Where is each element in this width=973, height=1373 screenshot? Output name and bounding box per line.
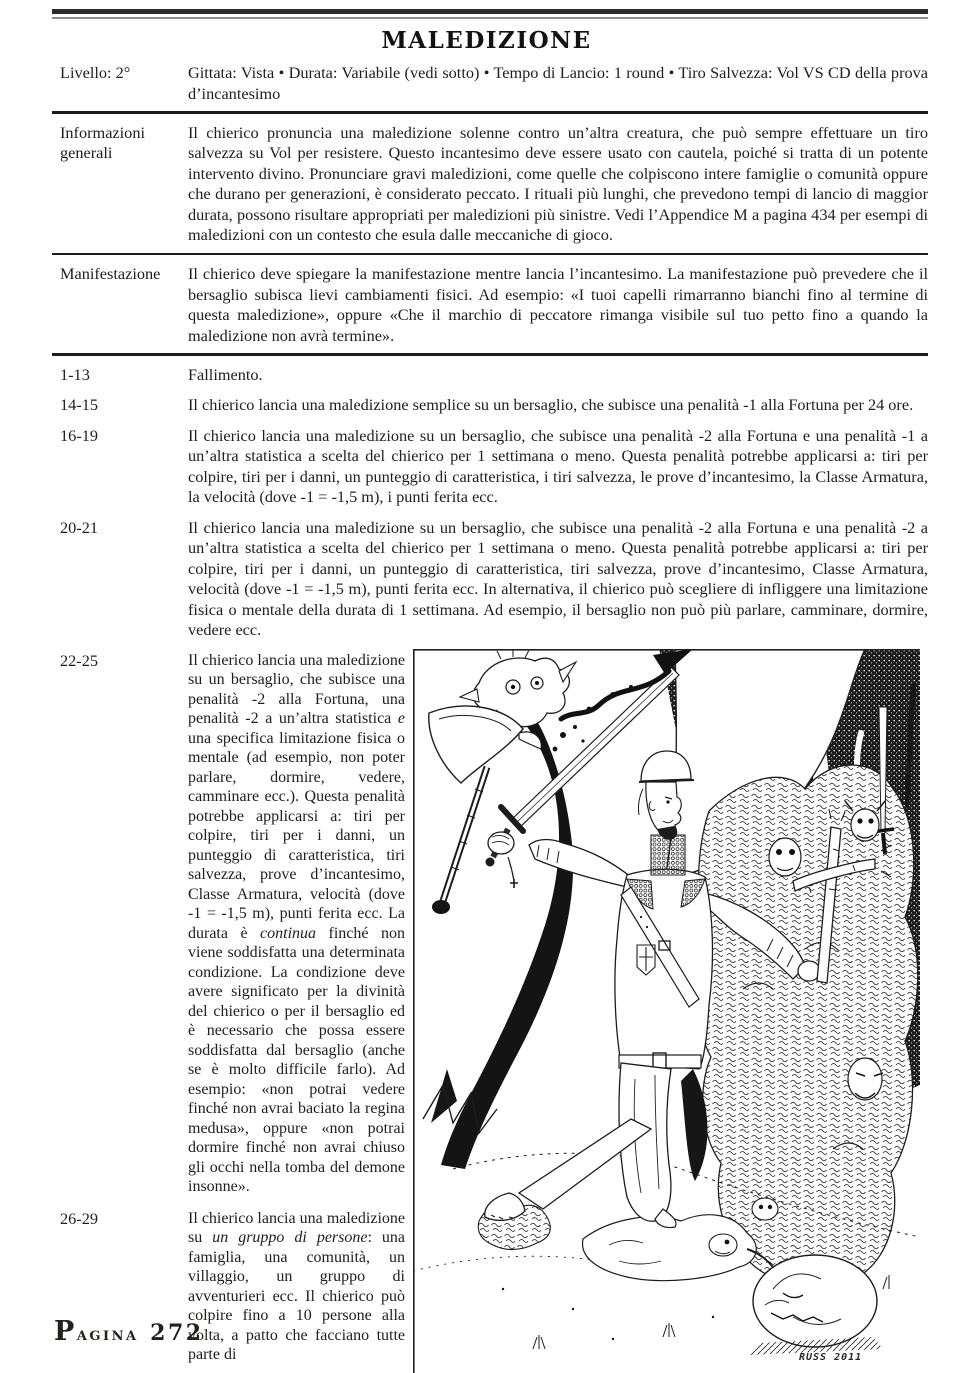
manifestation-section — [0, 264, 973, 346]
table-row — [0, 123, 973, 246]
table-row — [0, 264, 973, 346]
row-label: 1-13 — [60, 364, 90, 384]
row-label: 16-19 — [60, 425, 98, 445]
footer-page-number: 272 — [150, 1320, 204, 1346]
row-text: Il chierico deve spiegare la manifestazione mentre lancia l’incantesimo. La manifestazione può prevedere che il bersaglio subisca lievi cambiamenti fisici. Ad esempio: «I tuoi capelli rimarranno bianchi fino al termine di questa maledizione», oppure «Che il marchio di peccatore rimanga visibile sul tuo petto fino a quando la maledizione non avrà termine». — [188, 264, 928, 345]
cleric-vs-undead-art — [413, 649, 920, 1373]
row-label: Informazioni generali — [60, 122, 145, 162]
result-table-narrow — [0, 651, 405, 1373]
row-text: Fallimento. — [188, 364, 263, 384]
result-table-wide — [0, 365, 973, 641]
row-label: 14-15 — [60, 395, 98, 414]
footer-page-label: Pagina — [54, 1316, 139, 1347]
spell-stats-section — [0, 63, 973, 104]
table-row — [0, 518, 973, 641]
row-label: Manifestazione — [60, 264, 161, 283]
general-info-section — [0, 123, 973, 246]
table-row — [0, 63, 973, 104]
table-row — [0, 395, 973, 416]
row-text: Il chierico pronuncia una maledizione solenne contro un’altra creatura, che può sempre effettuare un tiro salvezza su Vol per resistere. Questo incantesimo deve essere usato con cautela, poiché si tratta di un potente intervento divino. Pronunciare gravi maledizioni, come quelle che colpiscono intere famiglie o comunità oppure che durano per generazioni, è considerato peccato. I rituali più lunghi, che prevedono tempi di lancio di maggior durata, possono risultare appropriati per maledizioni più sinistre. Vedi l’Appendice M a pagina 434 per esempi di maledizioni con un contesto che esula dalle meccaniche di gioco. — [188, 122, 928, 244]
page-title: MALEDIZIONE — [381, 27, 592, 54]
row-text: Il chierico lancia una maledizione su un bersaglio, che subisce una penalità -2 alla Fortuna e una penalità -1 a un’altra statistica a scelta del chierico per 1 settimana o meno. Questa penalità potrebbe applicarsi a: tiri per colpire, tiri per i danni, un punteggio di caratteristica, i tiri salvezza, le prove d’incantesimo, la Classe Armatura, la velocità (dove -1 = -1,5 m), i punti ferita ecc. — [188, 425, 928, 506]
section-rule — [52, 353, 928, 356]
row-text: Il chierico lancia una maledizione su un bersaglio, che subisce una penalità -2 alla Fortuna, una penalità -2 a un’altra statistica e una specifica limitazione fisica o mentale (ad esempio, non poter parlare, dormire, vedere, camminare ecc.). Questa penalità potrebbe applicarsi a: tiri per colpire, tiri per i danni, un punteggio di caratteristica, tiri salvezza, prove d’incantesimo, Classe Armatura, velocità (dove -1 = -1,5 m), punti ferita ecc. La durata è continua finché non viene soddisfatta una determinata condizione. La condizione deve avere significato per la divinità del chierico o per il bersaglio ed è necessario che possa essere soddisfatta dal bersaglio (anche se è molto difficile farlo). Ad esempio: «non potrai vedere finché non avrai baciato la regina medusa», oppure «non potrai dormire finché non avrai chiuso gli occhi nella tomba del demone insonne». — [188, 651, 405, 1195]
row-text: Il chierico lancia una maledizione su un gruppo di persone: una famiglia, una comunità, un villaggio, un gruppo di avventurieri ecc. Il chierico può colpire fino a 10 persone alla volta, a patto che facciano tutte parte di — [188, 1209, 406, 1363]
section-rule — [52, 253, 928, 256]
row-label: 22-25 — [60, 650, 98, 670]
table-row — [0, 426, 973, 508]
table-row — [0, 365, 973, 386]
table-row — [0, 651, 405, 1197]
result-table-with-art — [0, 649, 973, 1373]
row-text: Il chierico lancia una maledizione semplice su un bersaglio, che subisce una penalità -1 alla Fortuna per 24 ore. — [188, 395, 914, 414]
top-rule-thick — [52, 9, 928, 14]
section-rule — [52, 111, 928, 114]
artist-signature: RUSS 2011 — [799, 1351, 863, 1363]
row-label: 26-29 — [60, 1208, 98, 1228]
top-rule-thin — [52, 17, 928, 19]
row-text: Gittata: Vista • Durata: Variabile (vedi sotto) • Tempo di Lancio: 1 round • Tiro Salvezza: Vol VS CD della prova d’incantesimo — [188, 63, 928, 103]
row-label: Livello: 2° — [60, 63, 131, 82]
page-footer — [54, 1316, 204, 1347]
undead-horde — [698, 707, 918, 1288]
row-label: 20-21 — [60, 517, 98, 537]
spell-illustration — [413, 649, 920, 1373]
row-text: Il chierico lancia una maledizione su un bersaglio, che subisce una penalità -2 alla Fortuna e una penalità -2 a un’altra statistica a scelta del chierico per 1 settimana o meno. Questa penalità potrebbe applicarsi a: tiri per colpire, tiri per i danni, un punteggio di caratteristica, tiri salvezza, prove d’incantesimo, Classe Armatura, velocità (dove -1 = -1,5 m), punti ferita ecc. In alternativa, il chierico può scegliere di infliggere una limitazione fisica o mentale della durata di 1 settimana. Ad esempio, il bersaglio non può più parlare, camminare, dormire, vedere ecc. — [188, 517, 928, 639]
